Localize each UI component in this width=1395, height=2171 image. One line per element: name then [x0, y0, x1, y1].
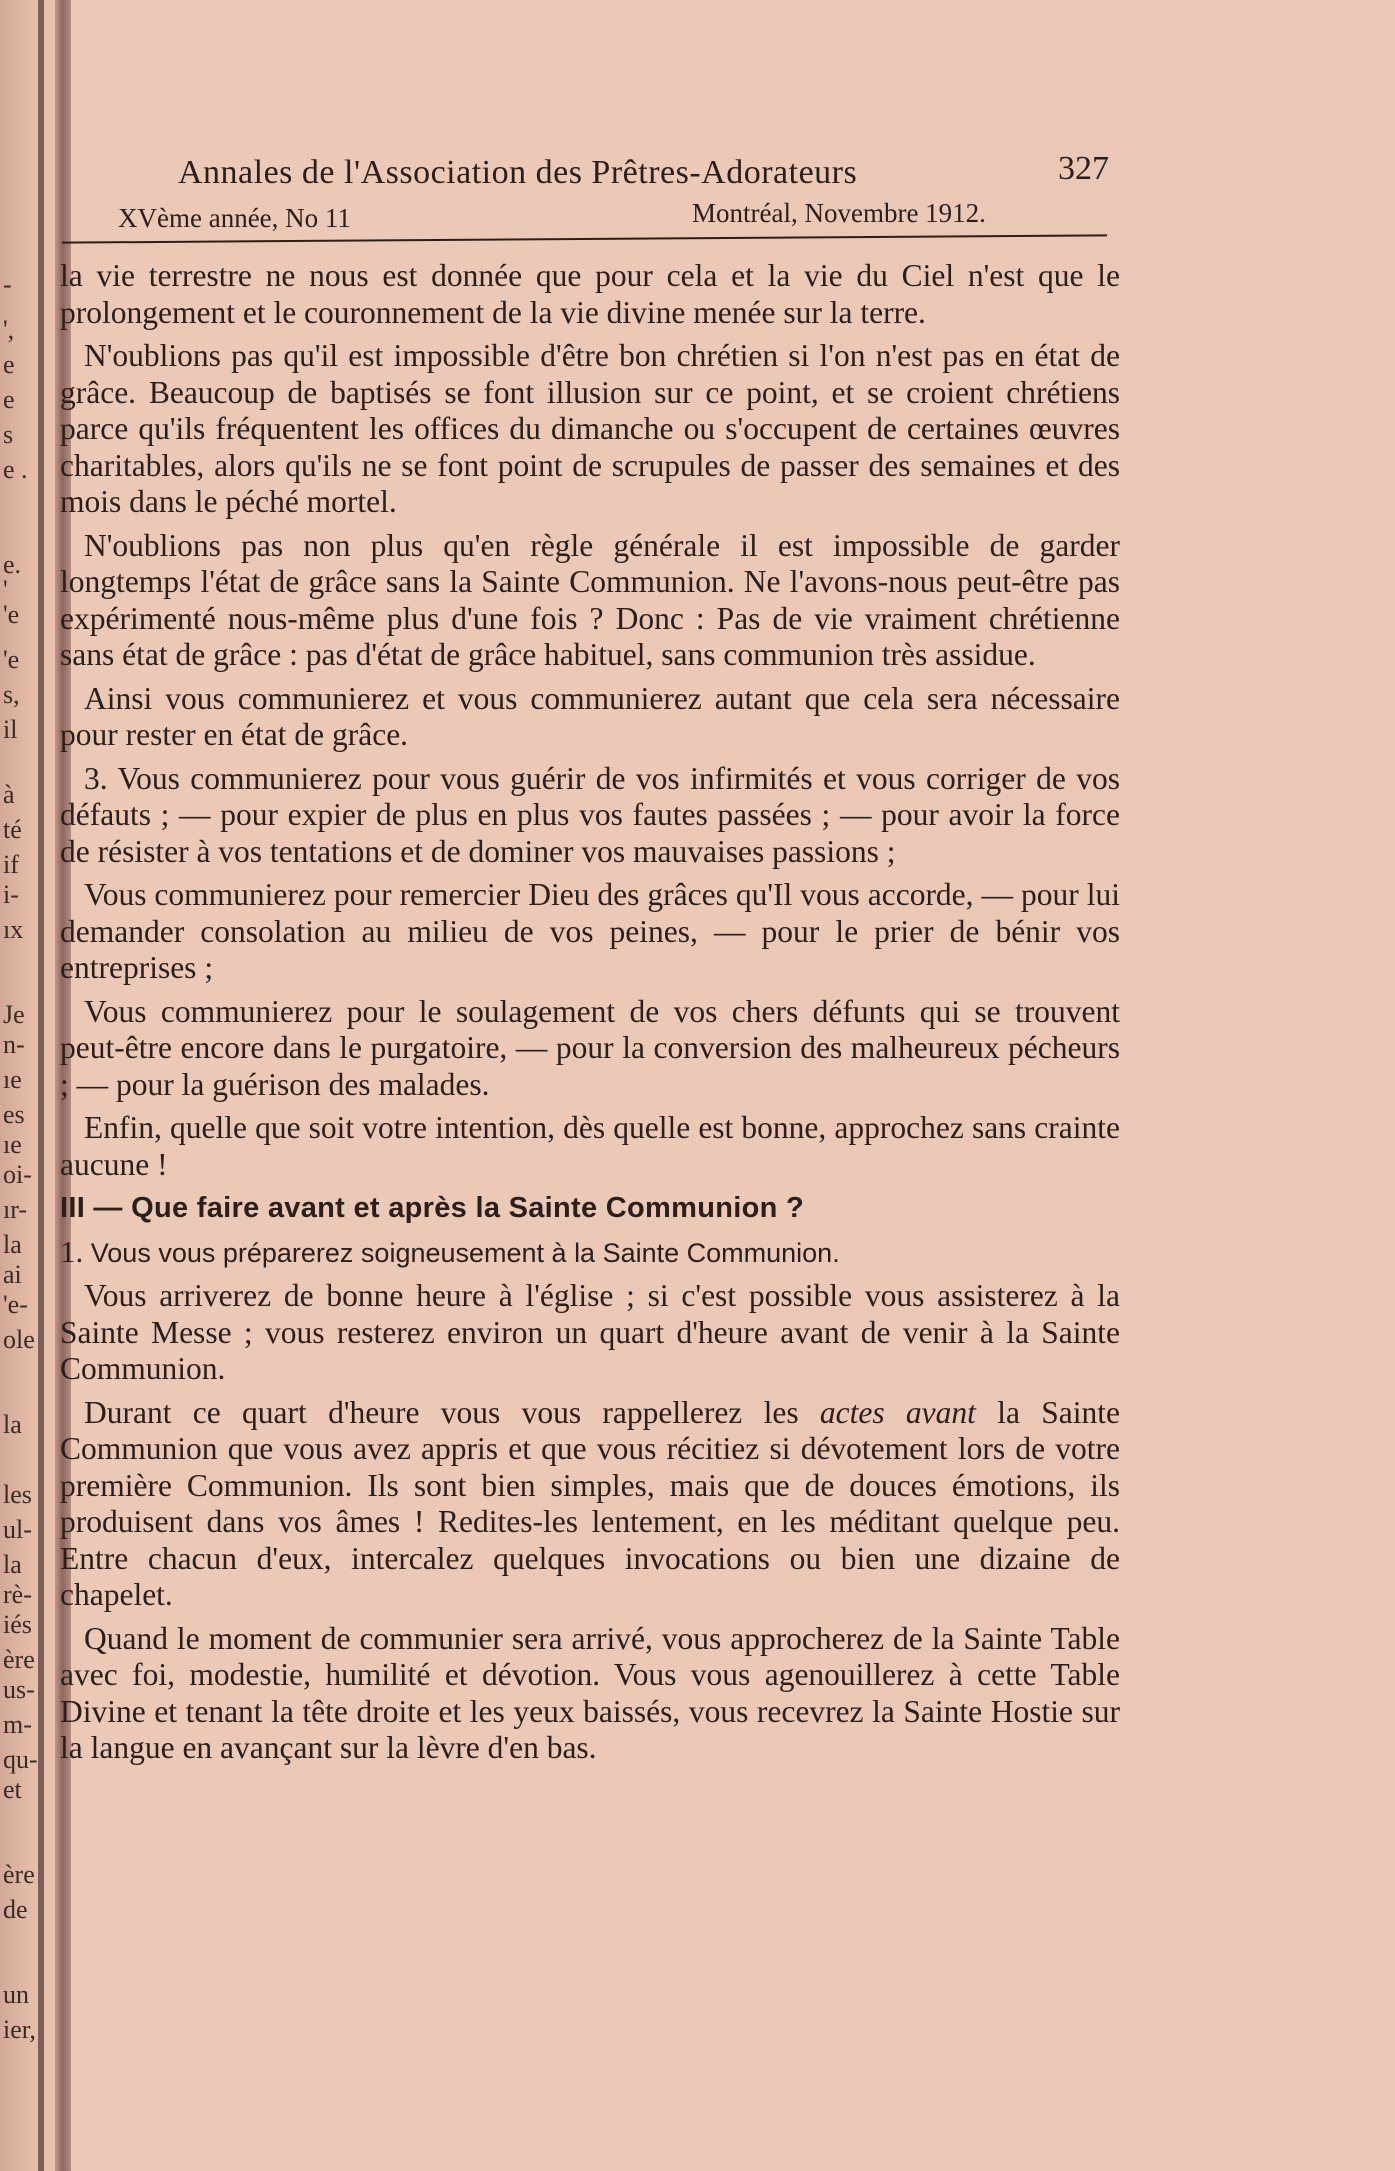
margin-fragment: les: [3, 1480, 32, 1509]
paragraph: 3. Vous communierez pour vous guérir de vos infirmités et vous corriger de vos défauts ; — pour expier de plus en plus vos fautes passées ; — pour avoir la force de résister à vos tentations et de dominer vos mauvaises passions ;: [60, 760, 1120, 869]
paragraph: Quand le moment de communier sera arrivé, vous approcherez de la Sainte Table avec foi, modestie, humilité et dévotion. Vous vous agenouillerez à cette Table Divine et tenant la tête droite et les yeux baissés, vous recevrez la Sainte Hostie sur la langue en avançant sur la lèvre d'en bas.: [60, 1620, 1120, 1765]
margin-fragment: ère: [3, 1645, 35, 1674]
place-date-label: Montréal, Novembre 1912.: [692, 198, 986, 228]
margin-fragment: e .: [3, 455, 28, 484]
margin-fragment: ole: [3, 1325, 35, 1354]
margin-fragment: il: [3, 715, 18, 744]
article-body: [60, 258, 1120, 1774]
margin-fragment: la: [3, 1410, 22, 1439]
facing-page-fragments: [0, 260, 40, 2120]
paragraph: [60, 1395, 1120, 1614]
margin-fragment: ai: [3, 1260, 22, 1289]
margin-fragment: rè-: [3, 1580, 32, 1609]
margin-fragment: e.: [3, 550, 22, 579]
margin-fragment: ır-: [3, 1195, 28, 1224]
margin-fragment: iés: [3, 1610, 32, 1639]
margin-fragment: e: [3, 350, 15, 379]
margin-fragment: ',: [3, 315, 15, 344]
margin-fragment: m-: [3, 1710, 32, 1739]
margin-fragment: Je: [3, 1000, 25, 1029]
margin-fragment: té: [3, 815, 22, 844]
margin-fragment: 'e: [3, 600, 20, 629]
margin-fragment: n-: [3, 1030, 25, 1059]
paragraph: Vous communierez pour le soulagement de vos chers défunts qui se trouvent peut-être encore dans le purgatoire, — pour la conversion des malheureux pécheurs ; — pour la guérison des malades.: [60, 993, 1120, 1102]
paragraph: Vous arriverez de bonne heure à l'église ; si c'est possible vous assisterez à la Sainte Messe ; vous resterez environ un quart d'heure avant de venir à la Sainte Communion.: [60, 1278, 1120, 1386]
margin-fragment: es: [3, 1100, 25, 1129]
margin-fragment: à: [3, 780, 15, 809]
paragraph: N'oublions pas non plus qu'en règle générale il est impossible de garder longtemps l'état de grâce sans la Sainte Communion. Ne l'avons-nous peut-être pas expérimenté nous-même plus d'une fois ? Donc : Pas de vie vraiment chrétienne sans état de grâce : pas d'état de grâce habituel, sans communion très assidue.: [60, 527, 1120, 672]
margin-fragment: et: [3, 1775, 22, 1804]
subheading: [60, 1234, 1120, 1272]
margin-fragment: 'e-: [3, 1290, 28, 1319]
margin-fragment: oi-: [3, 1160, 32, 1189]
running-header-title: Annales de l'Association des Prêtres-Adorateurs: [178, 154, 858, 191]
margin-fragment: i-: [3, 880, 19, 909]
margin-fragment: ıe: [3, 1130, 22, 1159]
margin-fragment: ıx: [3, 915, 24, 944]
subheading-number: 1.: [60, 1233, 84, 1269]
margin-fragment: e: [3, 385, 15, 414]
margin-fragment: 'e: [3, 645, 20, 674]
paragraph-text: Durant ce quart d'heure vous vous rappellerez les: [84, 1394, 820, 1430]
issue-label: XVème année, No 11: [118, 203, 351, 233]
paragraph: N'oublions pas qu'il est impossible d'être bon chrétien si l'on n'est pas en état de grâce. Beaucoup de baptisés se font illusion sur ce point, et se croient chrétiens parce qu'ils fréquentent les offices du dimanche ou s'occupent de certaines œuvres charitables, alors qu'ils ne se font point de scrupules de passer des semaines et des mois dans le péché mortel.: [60, 338, 1120, 519]
margin-fragment: ıe: [3, 1065, 22, 1094]
margin-fragment: ier,: [3, 2015, 36, 2044]
margin-fragment: us-: [3, 1675, 35, 1704]
section-heading: III — Que faire avant et après la Sainte Communion ?: [60, 1192, 804, 1224]
subheading-text: Vous vous préparerez soigneusement à la Sainte Communion.: [90, 1237, 840, 1268]
paragraph: Ainsi vous communierez et vous communierez autant que cela sera nécessaire pour rester en état de grâce.: [60, 680, 1120, 752]
margin-fragment: s: [3, 420, 14, 449]
paragraph: Enfin, quelle que soit votre intention, dès quelle est bonne, approchez sans crainte aucune !: [60, 1110, 1120, 1182]
paragraph-text: la Sainte Communion que vous avez appris et que vous récitiez si dévotement lors de votre première Communion. Ils sont bien simples, mais que de douces émotions, ils produisent dans vos âmes ! Redites-les lentement, en les méditant quelque peu. Entre chacun d'eux, intercalez quelques invocations ou bien une dizaine de chapelet.: [60, 1394, 1120, 1612]
margin-fragment: la: [3, 1230, 22, 1259]
margin-fragment: -: [3, 270, 12, 299]
margin-fragment: la: [3, 1550, 22, 1579]
emphasis-text: actes avant: [819, 1394, 976, 1430]
paragraph: Vous communierez pour remercier Dieu des grâces qu'Il vous accorde, — pour lui demander consolation au milieu de vos peines, — pour le prier de bénir vos entreprises ;: [60, 877, 1120, 985]
margin-fragment: de: [3, 1895, 28, 1924]
paragraph: la vie terrestre ne nous est donnée que pour cela et la vie du Ciel n'est que le prolongement et le couronnement de la vie divine menée sur la terre.: [60, 258, 1120, 330]
page-number: 327: [1058, 150, 1109, 187]
margin-fragment: ul-: [3, 1515, 32, 1544]
margin-fragment: ': [3, 575, 8, 604]
margin-fragment: if: [3, 850, 19, 879]
margin-fragment: s,: [3, 680, 20, 709]
margin-fragment: ère: [3, 1860, 35, 1889]
margin-fragment: qu-: [3, 1745, 38, 1774]
margin-fragment: un: [3, 1980, 29, 2009]
